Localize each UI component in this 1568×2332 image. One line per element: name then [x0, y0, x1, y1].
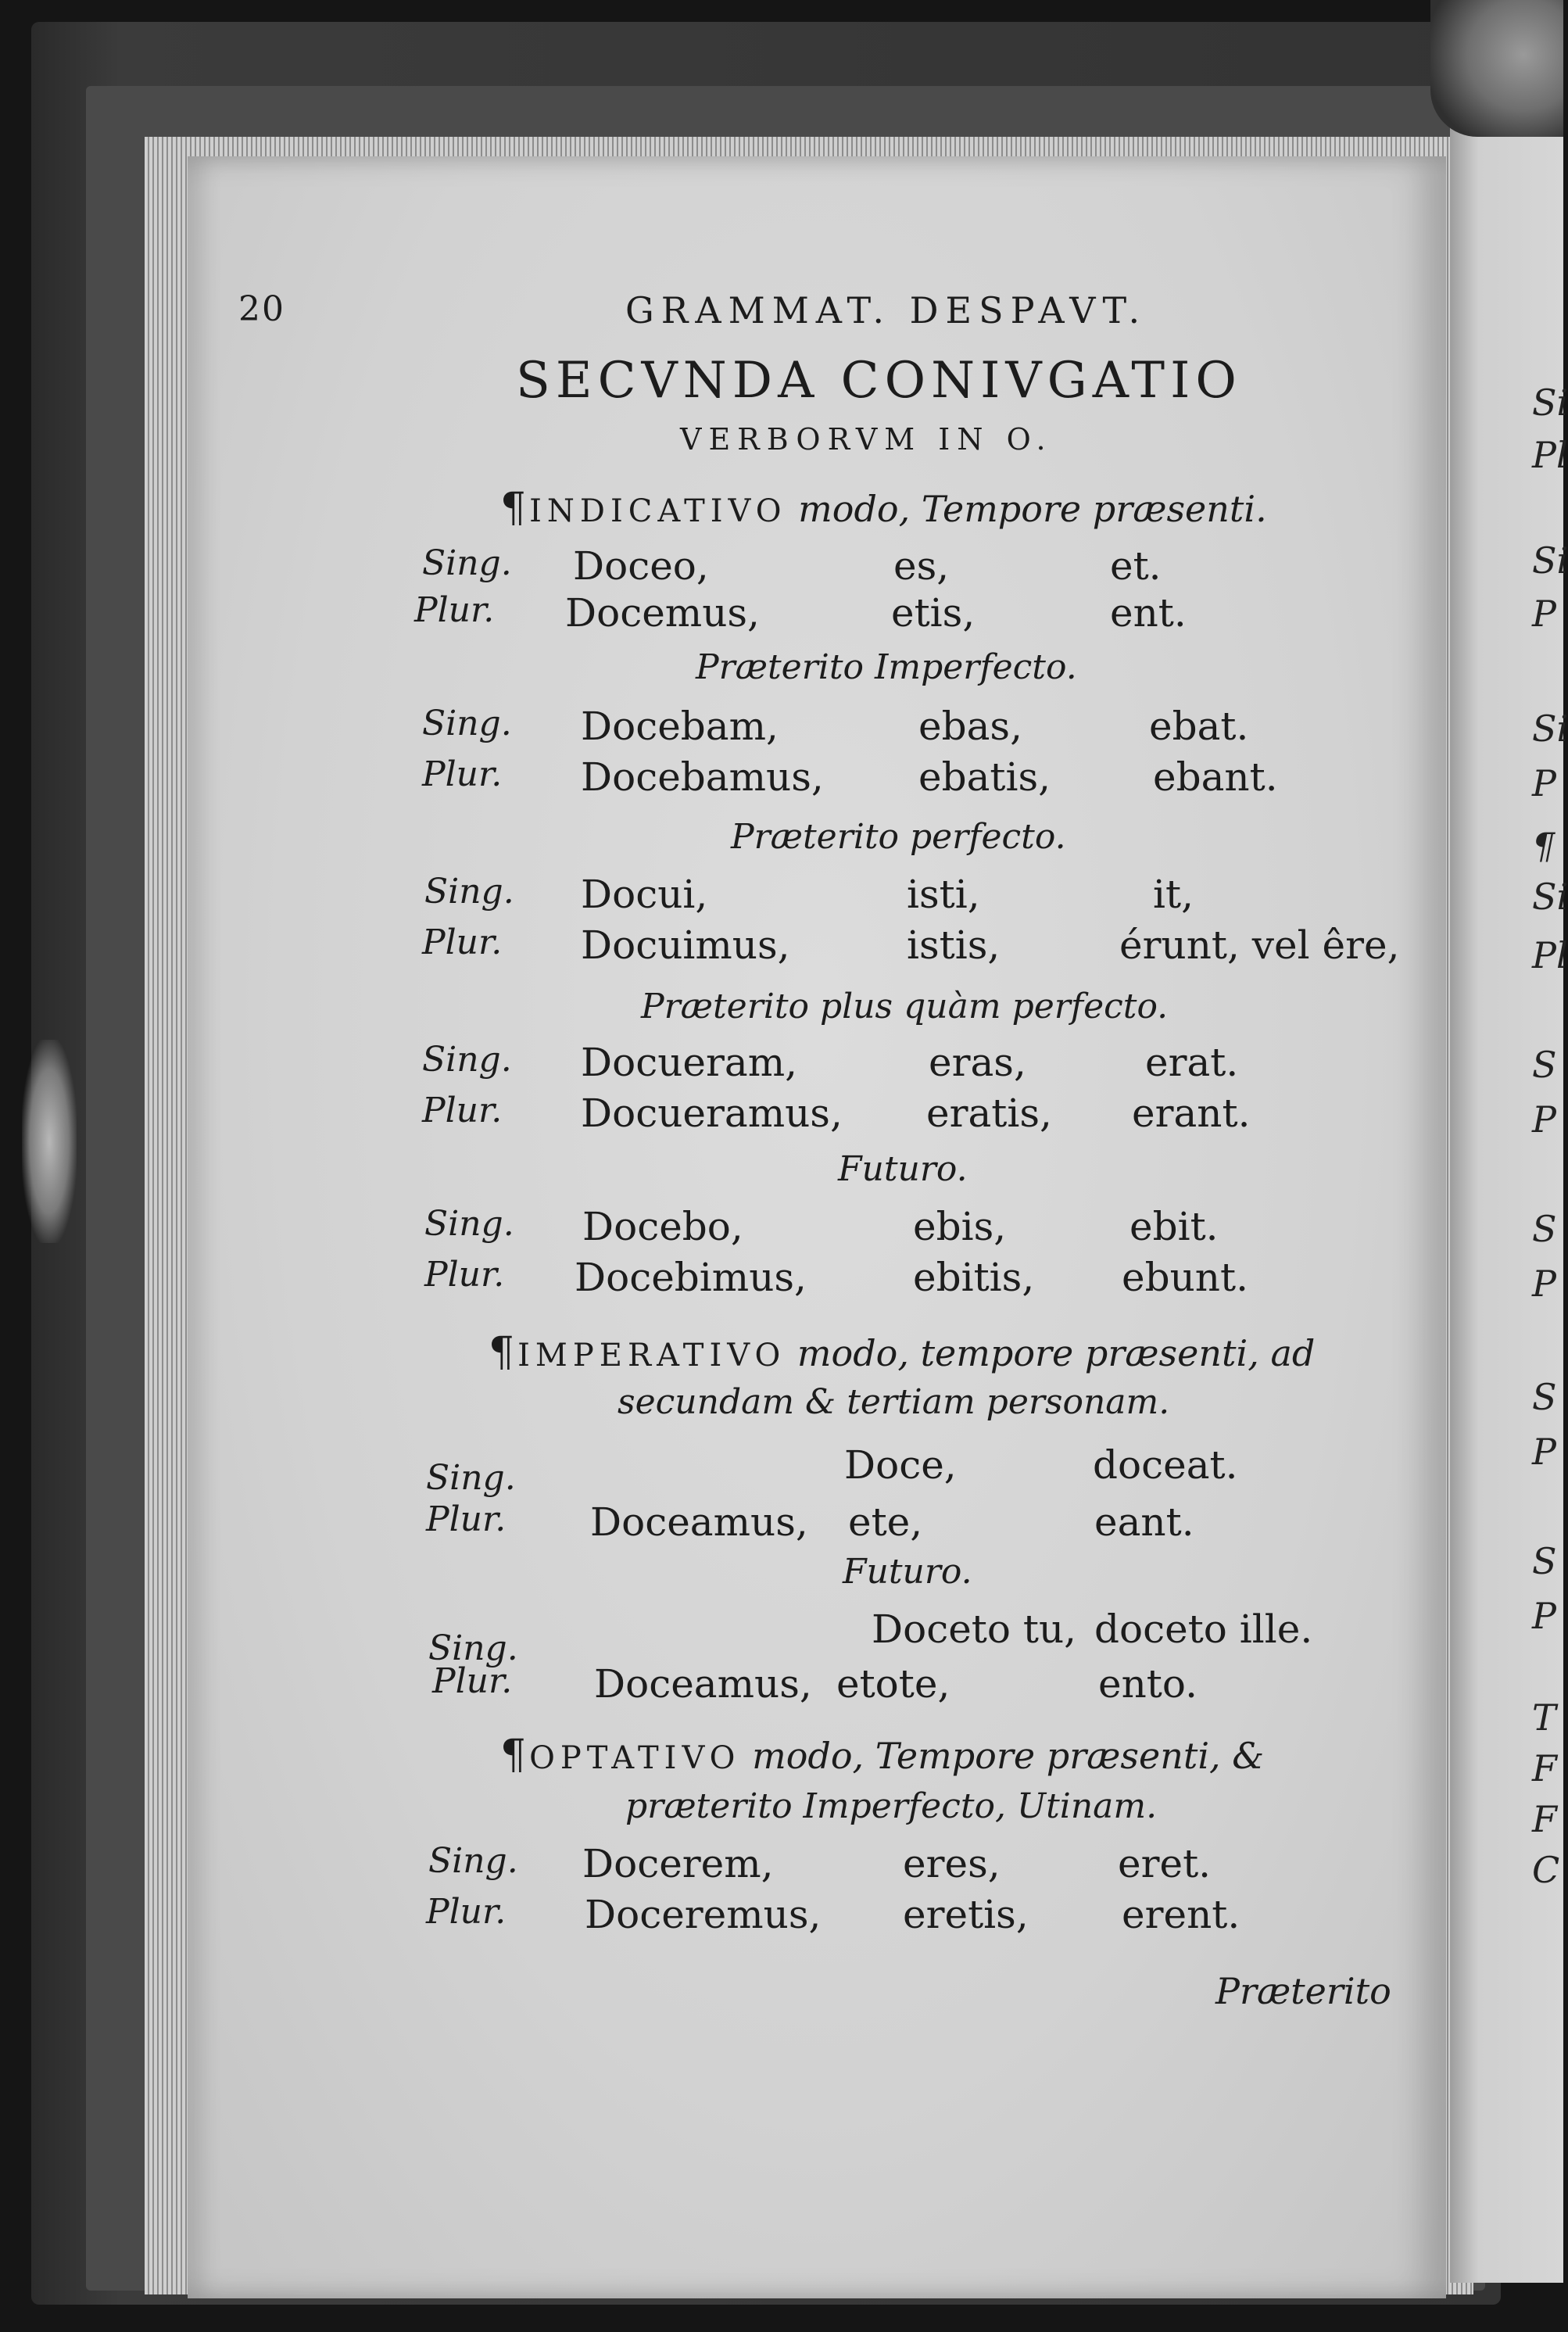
number-label: Sing.	[428, 1841, 518, 1881]
stem-form: Docemus,	[565, 590, 760, 636]
mood-name: OPTATIVO	[529, 1740, 741, 1776]
facing-fragment: C	[1532, 1849, 1560, 1891]
stem-form: Docebo,	[582, 1204, 743, 1249]
conjugation-subtitle: VERBORVM IN O.	[680, 422, 1053, 457]
ending-2: ebis,	[913, 1204, 1007, 1249]
ending-3: it,	[1153, 872, 1194, 917]
ending-3: erant.	[1132, 1091, 1251, 1136]
ending-3: et.	[1110, 543, 1162, 589]
number-label: Sing.	[422, 1040, 512, 1080]
tense-name: modo, tempore præsenti, ad	[797, 1332, 1316, 1374]
pilcrow-icon: ¶	[500, 1732, 527, 1779]
number-label: Plur.	[414, 590, 495, 630]
indicative-heading	[500, 485, 1267, 532]
facing-fragment: F	[1532, 1798, 1557, 1840]
stem-form: Docueramus,	[581, 1091, 843, 1136]
number-label: Plur.	[426, 1892, 507, 1932]
number-label: Sing.	[424, 1204, 514, 1244]
conjugation-row	[0, 922, 1563, 969]
number-label: Sing.	[426, 1458, 516, 1498]
number-label: Plur.	[426, 1499, 507, 1539]
conjugation-row	[0, 1661, 1563, 1708]
facing-fragment: Si	[1532, 382, 1568, 424]
running-head-title: GRAMMAT. DESPAVT.	[625, 289, 1147, 331]
tense-heading: præterito Imperfecto, Utinam.	[625, 1786, 1158, 1826]
mood-name: INDICATIVO	[529, 493, 787, 529]
ending-3: ebit.	[1129, 1204, 1219, 1249]
ending-2: Doce,	[844, 1442, 957, 1488]
facing-fragment: Pl	[1532, 934, 1568, 976]
ending-2: eretis,	[903, 1892, 1029, 1937]
ending-2: ebitis,	[913, 1255, 1035, 1300]
ending-2: eras,	[929, 1040, 1026, 1085]
running-head	[0, 289, 1563, 336]
conjugation-row	[0, 704, 1563, 750]
optative-heading	[500, 1732, 1264, 1779]
facing-fragment: P	[1532, 593, 1556, 635]
tense-heading: Præterito perfecto.	[731, 817, 1066, 857]
number-label: Sing.	[422, 543, 512, 583]
stem-form: Docueram,	[581, 1040, 798, 1085]
pilcrow-icon: ¶	[489, 1329, 515, 1376]
facing-fragment: P	[1532, 1431, 1556, 1473]
number-label: Sing.	[428, 1628, 518, 1668]
tense-heading: secundam & tertiam personam.	[618, 1382, 1170, 1422]
tense-heading: Præterito Imperfecto.	[696, 647, 1077, 687]
number-label: Plur.	[424, 1255, 505, 1295]
stem-form: Doceo,	[573, 543, 709, 589]
number-label: Sing.	[422, 704, 512, 743]
ending-3: ento.	[1098, 1661, 1198, 1707]
conjugation-row	[0, 872, 1563, 919]
facing-fragment: Si	[1532, 539, 1568, 582]
ending-2: etis,	[891, 590, 976, 636]
ending-3: ent.	[1110, 590, 1187, 636]
ending-2: Doceto tu,	[872, 1607, 1077, 1652]
ending-3: doceto ille.	[1094, 1607, 1313, 1652]
number-label: Plur.	[422, 922, 503, 962]
ending-2: isti,	[907, 872, 980, 917]
ending-3: eret.	[1118, 1841, 1212, 1886]
stem-form: Docebimus,	[575, 1255, 807, 1300]
ending-3: ebant.	[1153, 754, 1278, 800]
number-label: Sing.	[424, 872, 514, 912]
ending-2: es,	[893, 543, 950, 589]
facing-fragment: Si	[1532, 876, 1568, 918]
conjugation-row	[0, 754, 1563, 801]
ending-3: erat.	[1145, 1040, 1239, 1085]
imperative-heading	[489, 1329, 1315, 1376]
page-number: 20	[238, 289, 285, 329]
ending-2: ebatis,	[918, 754, 1051, 800]
number-label: Plur.	[432, 1661, 513, 1701]
stem-form: Docebamus,	[581, 754, 824, 800]
conjugation-row	[0, 1040, 1563, 1087]
conjugation-row	[0, 1607, 1563, 1668]
ending-2: ebas,	[918, 704, 1022, 749]
facing-fragment: T	[1532, 1696, 1556, 1739]
catchword: Præterito	[1215, 1970, 1391, 2012]
facing-fragment: F	[1532, 1747, 1557, 1789]
stem-form: Docerem,	[582, 1841, 774, 1886]
facing-fragment: S	[1532, 1208, 1557, 1250]
ending-2: etote,	[836, 1661, 950, 1707]
facing-fragment: Si	[1532, 707, 1568, 750]
conjugation-row	[0, 1841, 1563, 1888]
ending-3: eant.	[1094, 1499, 1194, 1545]
facing-fragment: P	[1532, 762, 1556, 804]
facing-fragment: P	[1532, 1098, 1556, 1141]
ending-3: erent.	[1122, 1892, 1240, 1937]
conjugation-row	[0, 1255, 1563, 1302]
tense-name: modo, Tempore præsenti, &	[752, 1735, 1265, 1777]
number-label: Plur.	[422, 754, 503, 794]
ending-3: ebunt.	[1122, 1255, 1248, 1300]
mood-name: IMPERATIVO	[517, 1338, 786, 1374]
tense-heading: Futuro.	[843, 1552, 972, 1592]
ending-2: eratis,	[926, 1091, 1052, 1136]
facing-fragment: S	[1532, 1044, 1557, 1086]
stem-form: Doceamus,	[590, 1499, 808, 1545]
tense-heading: Futuro.	[838, 1149, 968, 1189]
facing-fragment: S	[1532, 1376, 1557, 1418]
ending-2: eres,	[903, 1841, 1001, 1886]
stem-form: Docuimus,	[581, 922, 790, 968]
conjugation-row	[0, 590, 1563, 637]
number-label: Plur.	[422, 1091, 503, 1130]
stem-form: Docebam,	[581, 704, 779, 749]
facing-fragment: P	[1532, 1595, 1556, 1637]
conjugation-row	[0, 1204, 1563, 1251]
facing-fragment: Pl	[1532, 434, 1568, 476]
ending-2: ete,	[848, 1499, 923, 1545]
facing-fragment: ¶	[1532, 825, 1555, 867]
ending-3: ebat.	[1149, 704, 1249, 749]
stem-form: Doceremus,	[585, 1892, 822, 1937]
tense-heading: Præterito plus quàm perfecto.	[641, 987, 1169, 1026]
conjugation-title: SECVNDA CONIVGATIO	[516, 352, 1242, 410]
tense-name: modo, Tempore præsenti.	[798, 488, 1267, 530]
ending-3: doceat.	[1093, 1442, 1238, 1488]
ending-2: istis,	[907, 922, 1001, 968]
facing-fragment: P	[1532, 1263, 1556, 1305]
conjugation-row	[0, 1091, 1563, 1137]
conjugation-row	[0, 1892, 1563, 1939]
conjugation-row	[0, 1499, 1563, 1546]
ending-3: érunt, vel êre,	[1119, 922, 1400, 968]
conjugation-row	[0, 543, 1563, 590]
stem-form: Doceamus,	[594, 1661, 812, 1707]
stem-form: Docui,	[581, 872, 708, 917]
pilcrow-icon: ¶	[500, 485, 527, 532]
facing-fragment: S	[1532, 1540, 1557, 1582]
conjugation-row	[0, 1442, 1563, 1498]
